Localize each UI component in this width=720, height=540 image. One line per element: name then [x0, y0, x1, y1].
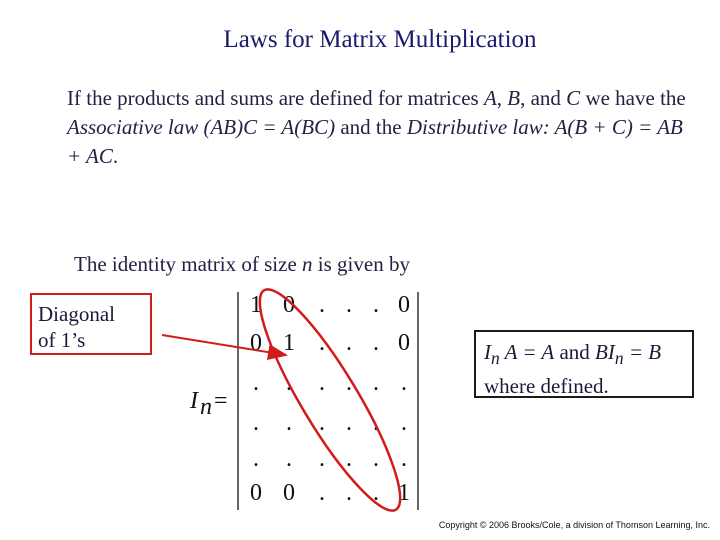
associative-law-term: Associative law: [67, 115, 199, 139]
matrix-cell-r1-c5: 0: [398, 330, 410, 356]
matrix-cell-r0-c3: .: [346, 292, 352, 318]
copyright-notice: Copyright © 2006 Brooks/Cole, a division of Thomson Learning, Inc.: [438, 520, 710, 530]
para-comma: ,: [496, 86, 508, 110]
matrix-cell-r2-c3: .: [346, 370, 352, 396]
para-matrix-b: B: [507, 86, 521, 110]
matrix-cell-r0-c5: 0: [398, 292, 410, 318]
matrix-cell-r1-c0: 0: [250, 330, 262, 356]
para-period: .: [112, 144, 119, 168]
matrix-cell-r2-c4: .: [373, 370, 379, 396]
matrix-cell-r4-c1: .: [286, 446, 292, 472]
matrix-cell-r2-c5: .: [401, 370, 407, 396]
matrix-cell-r3-c3: .: [346, 410, 352, 436]
identity-property-line2: where defined.: [484, 374, 609, 399]
matrix-cell-r3-c5: .: [401, 410, 407, 436]
para-matrix-a: A: [483, 86, 497, 110]
result-a-eq-a: A = A: [499, 340, 555, 364]
matrix-label-i: I: [190, 388, 198, 414]
matrix-cell-r3-c2: .: [319, 410, 325, 436]
matrix-cell-r1-c2: .: [319, 330, 325, 356]
matrix-cell-r4-c5: .: [401, 446, 407, 472]
matrix-cell-r4-c4: .: [373, 446, 379, 472]
para-text-1: If the products and sums are defined for matrices: [67, 86, 484, 110]
result-sub-n2: n: [614, 348, 624, 369]
distributive-formula: : A(B + C) = AB + AC: [67, 115, 683, 168]
matrix-cell-r1-c4: .: [373, 330, 379, 356]
result-bi: BI: [595, 340, 615, 364]
result-i: I: [484, 340, 491, 364]
matrix-cells: [250, 292, 410, 506]
matrix-cell-r1-c1: 1: [283, 330, 295, 356]
matrix-cell-r4-c2: .: [319, 446, 325, 472]
distributive-law-term: Distributive law: [406, 115, 543, 139]
para-and: , and: [520, 86, 567, 110]
identity-property-line1: [484, 338, 684, 372]
page-title: Laws for Matrix Multiplication: [223, 26, 537, 53]
matrix-label-subscript: n: [200, 394, 212, 420]
result-and: and: [554, 340, 596, 364]
diagonal-callout-line2: of 1’s: [38, 328, 86, 352]
matrix-cell-r0-c2: .: [319, 292, 325, 318]
matrix-cell-r5-c0: 0: [250, 480, 262, 506]
matrix-cell-r0-c4: .: [373, 292, 379, 318]
para-matrix-c: C: [566, 86, 581, 110]
result-eq-b: = B: [623, 340, 662, 364]
para-text-2: we have the: [580, 86, 686, 110]
identity-n: n: [302, 252, 313, 276]
matrix-equals-sign: =: [214, 388, 228, 414]
matrix-cell-r3-c4: .: [373, 410, 379, 436]
matrix-cell-r0-c1: 0: [283, 292, 295, 318]
matrix-cell-r3-c1: .: [286, 410, 292, 436]
matrix-cell-r4-c0: .: [253, 446, 259, 472]
matrix-cell-r4-c3: .: [346, 446, 352, 472]
identity-property-box: [474, 330, 694, 398]
matrix-cell-r5-c4: .: [373, 480, 379, 506]
identity-prefix: The identity matrix of size: [74, 252, 303, 276]
matrix-cell-r5-c1: 0: [283, 480, 295, 506]
matrix-cell-r5-c5: 1: [398, 480, 410, 506]
matrix-cell-r5-c3: .: [346, 480, 352, 506]
matrix-cell-r0-c0: 1: [250, 292, 262, 318]
matrix-cell-r1-c3: .: [346, 330, 352, 356]
matrix-cell-r5-c2: .: [319, 480, 325, 506]
diagonal-highlight-ellipse: [240, 276, 420, 524]
matrix-cell-r3-c0: .: [253, 410, 259, 436]
associative-formula: (AB)C = A(BC): [198, 115, 336, 139]
matrix-cell-r2-c1: .: [286, 370, 292, 396]
para-and-the: and the: [335, 115, 407, 139]
diagonal-callout-line1: Diagonal: [38, 302, 115, 326]
matrix-cell-r2-c2: .: [319, 370, 325, 396]
identity-suffix: is given by: [312, 252, 410, 276]
matrix-cell-r2-c0: .: [253, 370, 259, 396]
result-sub-n1: n: [491, 348, 500, 369]
